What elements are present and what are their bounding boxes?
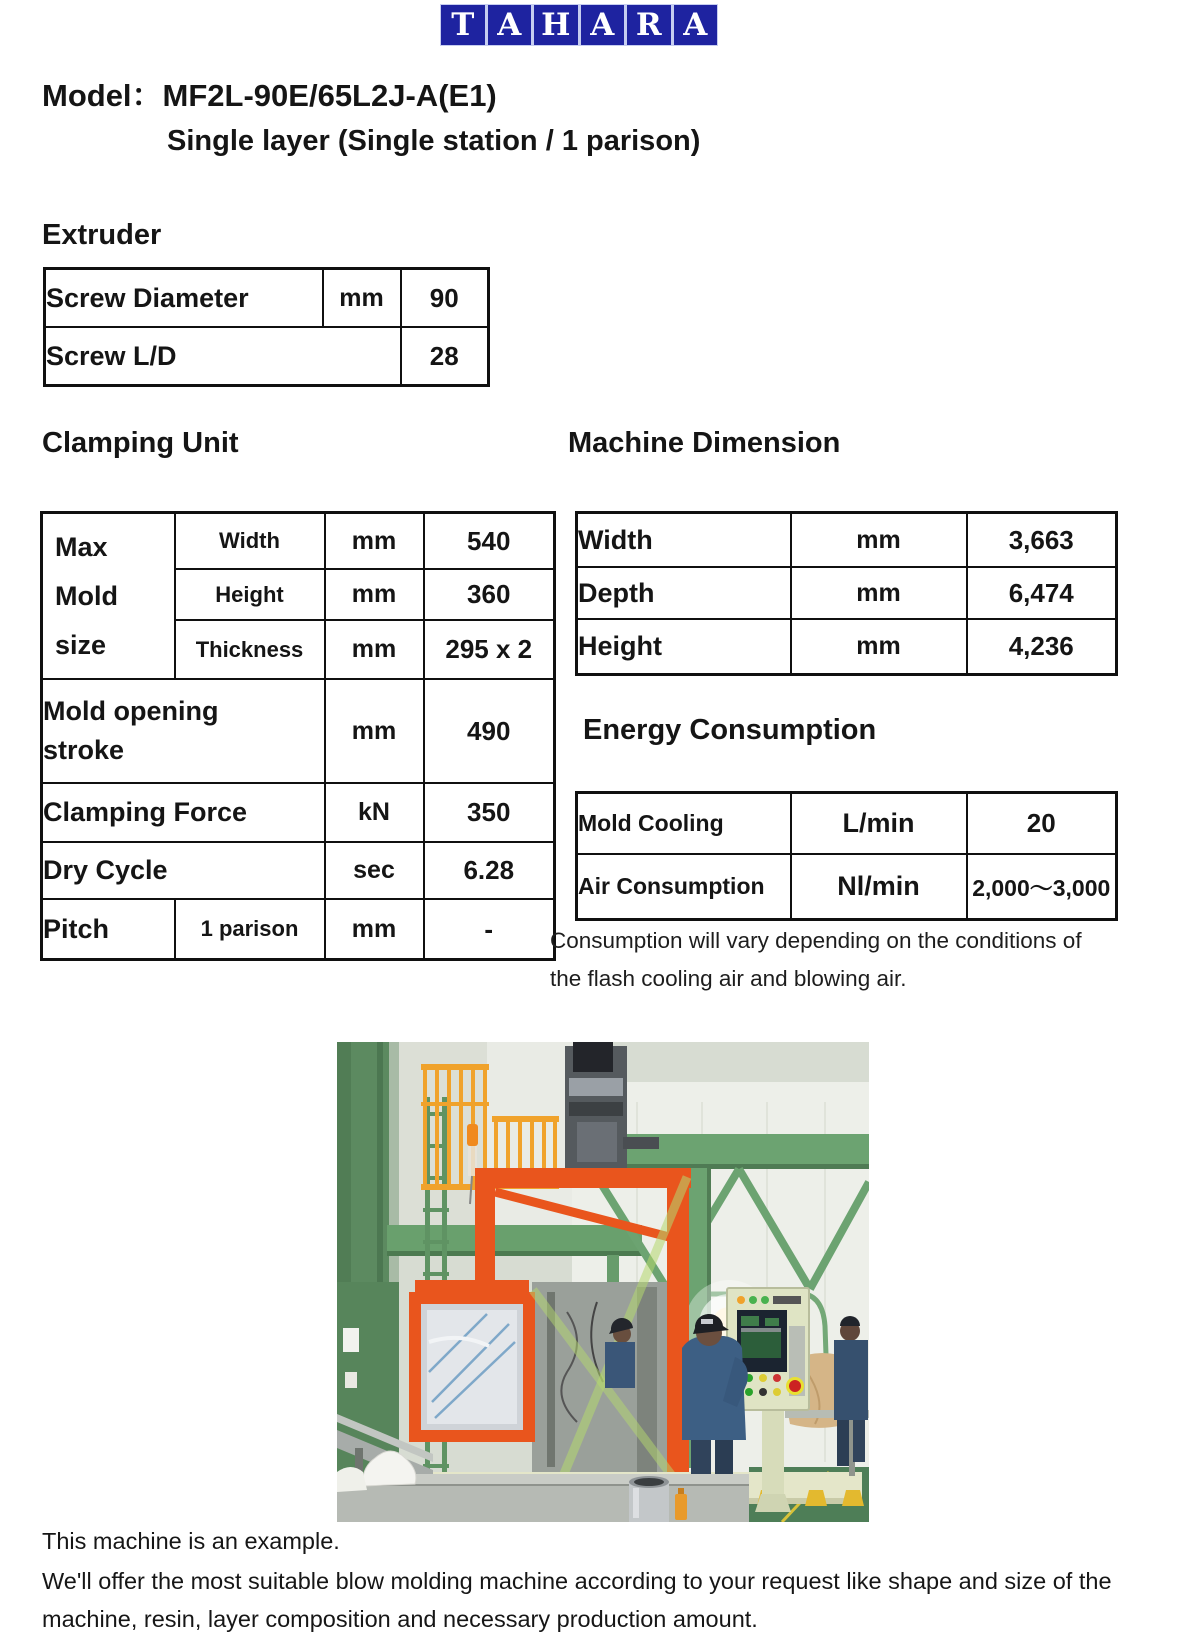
spec-label: Depth <box>577 567 791 619</box>
table-row <box>577 793 1117 855</box>
spec-value: 490 <box>424 679 555 783</box>
spec-unit: kN <box>325 783 424 842</box>
spec-sublabel: Thickness <box>175 620 325 679</box>
spec-unit: mm <box>325 899 424 960</box>
logo-letter: H <box>534 5 578 45</box>
clamping-table <box>40 511 556 961</box>
spec-value: 6,474 <box>967 567 1117 619</box>
spec-value: 350 <box>424 783 555 842</box>
spec-unit: mm <box>791 513 967 568</box>
spec-sublabel: Height <box>175 569 325 620</box>
model-title: Model：MF2L-90E/65L2J-A(E1) <box>42 78 497 113</box>
machine-dimension-heading: Machine Dimension <box>568 427 841 459</box>
spec-value: 4,236 <box>967 619 1117 675</box>
model-subtitle: Single layer (Single station / 1 parison) <box>167 125 701 157</box>
footer-line-3: machine, resin, layer composition and necessary production amount. <box>42 1606 758 1632</box>
footer-line-2: We'll offer the most suitable blow molding machine according to your request like shape and size of the <box>42 1568 1112 1594</box>
tahara-logo <box>440 4 718 46</box>
spec-unit: mm <box>325 569 424 620</box>
clamping-heading: Clamping Unit <box>42 427 239 459</box>
table-row <box>577 513 1117 568</box>
table-row <box>577 619 1117 675</box>
energy-heading: Energy Consumption <box>583 714 877 746</box>
table-row <box>42 842 555 899</box>
group-line: Mold <box>55 580 118 611</box>
spec-value: 90 <box>401 269 489 328</box>
spec-unit: mm <box>325 679 424 783</box>
table-row <box>42 899 555 960</box>
spec-value: - <box>424 899 555 960</box>
machine-photo <box>337 1042 869 1522</box>
machine-dimension-table <box>575 511 1118 676</box>
spec-value: 28 <box>401 327 489 386</box>
spec-label: Screw Diameter <box>45 269 323 328</box>
spec-unit: mm <box>791 567 967 619</box>
spec-label: Screw L/D <box>45 327 401 386</box>
logo-letter: A <box>581 5 625 45</box>
spec-value: 6.28 <box>424 842 555 899</box>
spec-value: 540 <box>424 513 555 570</box>
spec-unit: sec <box>325 842 424 899</box>
spec-label: Pitch <box>42 899 175 960</box>
spec-group-label <box>42 513 175 680</box>
table-row <box>45 269 489 328</box>
footer-line-1: This machine is an example. <box>42 1528 340 1554</box>
spec-label: Clamping Force <box>42 783 325 842</box>
spec-unit: mm <box>791 619 967 675</box>
table-row <box>42 679 555 783</box>
table-row <box>577 854 1117 920</box>
energy-note-line2: the flash cooling air and blowing air. <box>550 966 907 991</box>
spec-value: 2,000～3,000 <box>967 854 1117 920</box>
group-line: Max <box>55 531 108 562</box>
table-row <box>45 327 489 386</box>
logo-letter: A <box>674 5 718 45</box>
spec-sublabel: Width <box>175 513 325 570</box>
spec-label <box>42 679 325 783</box>
spec-label: Air Consumption <box>577 854 791 920</box>
spec-unit: mm <box>325 513 424 570</box>
spec-value: 3,663 <box>967 513 1117 568</box>
spec-label: Width <box>577 513 791 568</box>
energy-table <box>575 791 1118 921</box>
spec-value: 295 x 2 <box>424 620 555 679</box>
extruder-heading: Extruder <box>42 219 162 251</box>
logo-letter: T <box>441 5 485 45</box>
table-row <box>42 513 555 570</box>
spec-unit: Nl/min <box>791 854 967 920</box>
spec-unit: mm <box>323 269 401 328</box>
energy-note-line1: Consumption will vary depending on the conditions of <box>550 928 1082 953</box>
spec-unit: mm <box>325 620 424 679</box>
spec-unit: L/min <box>791 793 967 855</box>
spec-value: 20 <box>967 793 1117 855</box>
spec-sublabel: 1 parison <box>175 899 325 960</box>
group-line: size <box>55 629 107 660</box>
spec-label: Mold Cooling <box>577 793 791 855</box>
machine-photo-graphic <box>337 1042 869 1522</box>
table-row <box>42 783 555 842</box>
logo-letter: R <box>627 5 671 45</box>
spec-value: 360 <box>424 569 555 620</box>
spec-label-text: Mold opening stroke <box>43 695 219 765</box>
table-row <box>577 567 1117 619</box>
extruder-table <box>43 267 490 387</box>
spec-label: Height <box>577 619 791 675</box>
spec-label: Dry Cycle <box>42 842 325 899</box>
logo-letter: A <box>488 5 532 45</box>
